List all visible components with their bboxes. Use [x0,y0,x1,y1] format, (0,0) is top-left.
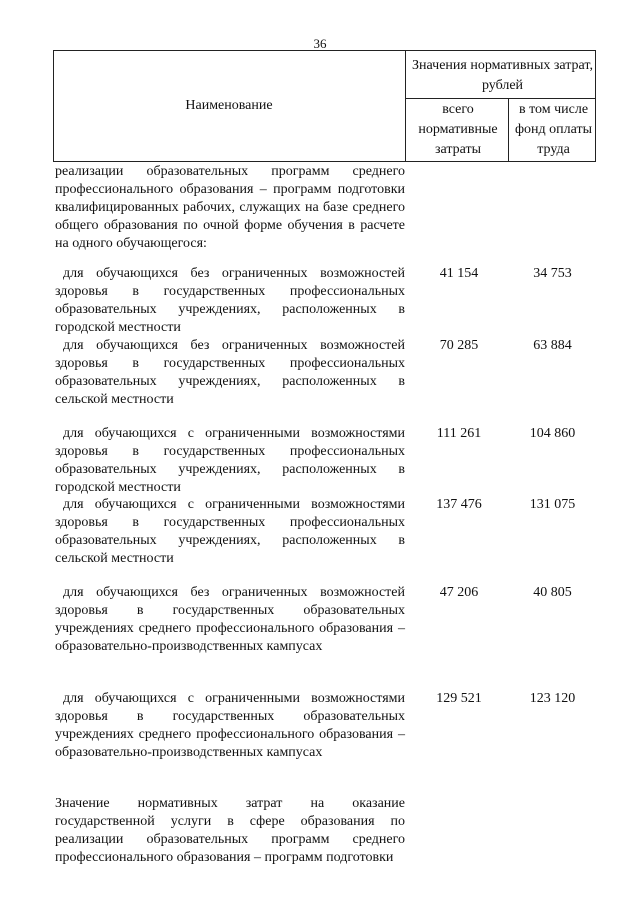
intro-text: реализации образовательных программ среднего профессионального образования – программ подготовки квалифицированных рабочих, служащих на базе среднего общего образования по очной форме обучения в расчете на одного обучающегося: [55,164,409,251]
row-fund: 123 120 [529,691,576,706]
header-divider-main [405,50,406,162]
header-divider-sub [405,98,596,99]
page-number: 36 [313,36,327,51]
row-label: для обучающихся с ограниченными возможностями здоровья в государственных профессиональных образовательных учреждениях, расположенных в городской местности [55,426,409,495]
row-label: для обучающихся с ограниченными возможностями здоровья в государственных образовательных учреждениях среднего профессионального образования – образовательно-производственных кампусах [55,691,409,760]
row-total: 70 285 [439,338,479,353]
row-total: 129 521 [436,691,482,706]
row-fund: 104 860 [529,426,576,441]
row-label: для обучающихся без ограниченных возможностей здоровья в государственных образовательных учреждениях среднего профессионального образования – образовательно-производственных кампусах [55,585,409,654]
row-total: 47 206 [439,585,479,600]
row-fund: 63 884 [533,338,572,353]
header-name-column: Наименование [185,98,273,113]
row-total: 111 261 [436,426,482,441]
row-total: 41 154 [439,266,479,281]
row-fund: 131 075 [529,497,576,512]
header-divider-cols [508,98,509,162]
closing-text: Значение нормативных затрат на оказание государственной услуги в сфере образования по реализации образовательных программ среднего профессионального образования – программ подготовки [55,796,409,865]
row-label: для обучающихся с ограниченными возможностями здоровья в государственных профессиональных образовательных учреждениях, расположенных в сельской местности [55,497,409,566]
row-fund: 40 805 [533,585,572,600]
row-label: для обучающихся без ограниченных возможностей здоровья в государственных профессиональных образовательных учреждениях, расположенных в городской местности [55,266,409,335]
row-fund: 34 753 [533,266,572,281]
header-values-column: Значения нормативных затрат, рублей [412,58,593,93]
row-total: 137 476 [436,497,482,512]
header-fund-column: в том числе фонд оплаты труда [514,102,593,157]
row-label: для обучающихся без ограниченных возможностей здоровья в государственных профессиональных образовательных учреждениях, расположенных в сельской местности [55,338,409,407]
header-total-column: всего нормативные затраты [418,102,498,157]
